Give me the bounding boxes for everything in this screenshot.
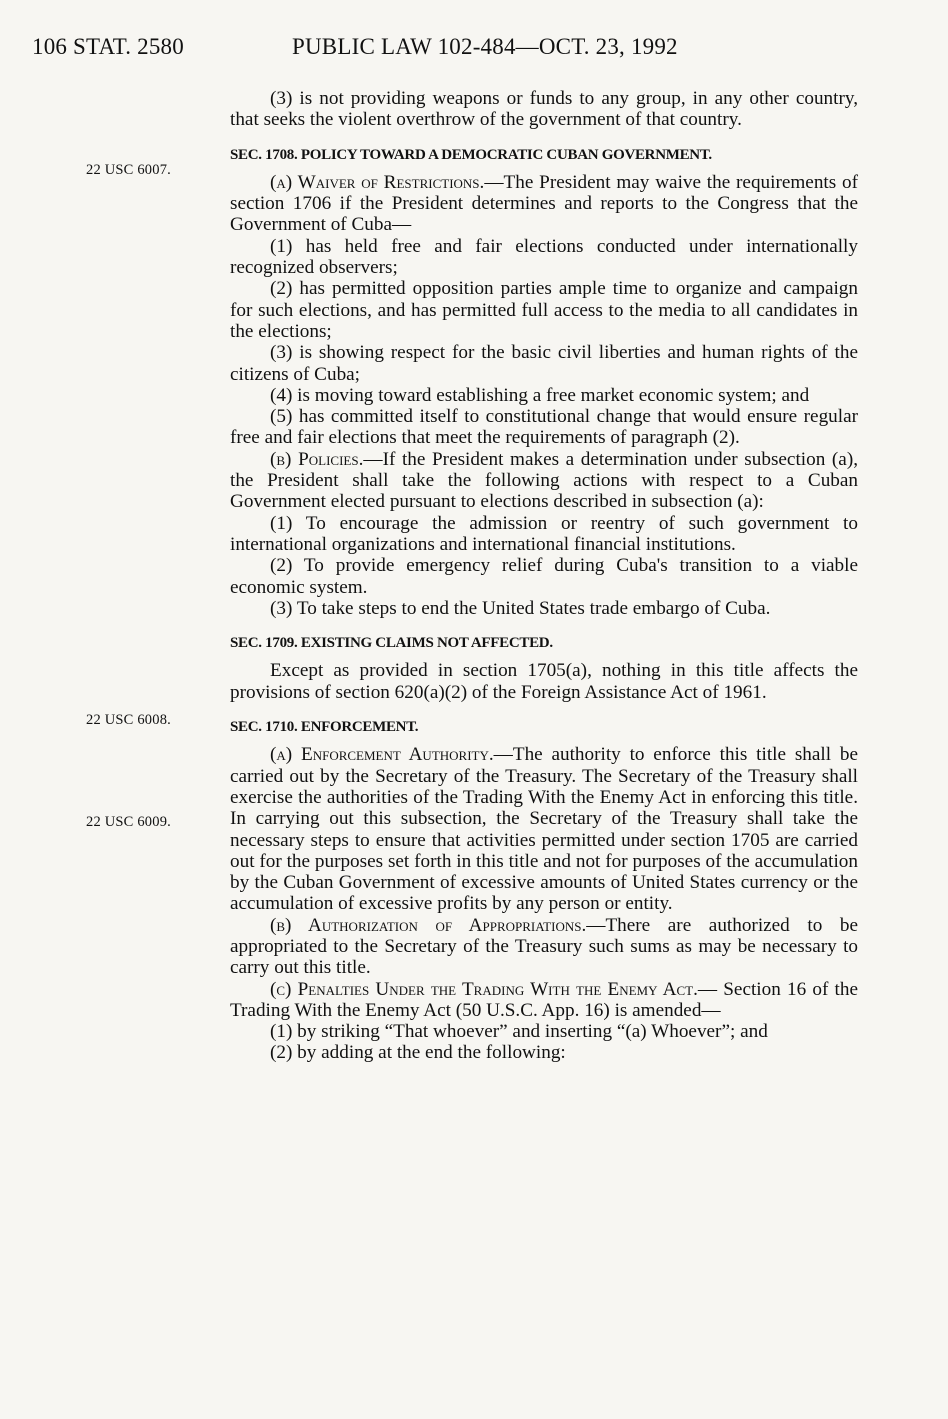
section-1710-c-item-1: (1) by striking “That whoever” and inserting “(a) Whoever”; and [270,1021,768,1043]
section-1710-a-heading: (a) Enforcement Authority. [270,744,494,766]
page-reference: 106 STAT. 2580 [32,34,184,59]
section-1708-a-text: —The President may waive the requirements of section 1706 if the President determines and reports to the Congress that the Government of Cuba— [230,171,858,236]
section-1710-c-item-2: (2) by adding at the end the following: [270,1042,566,1064]
section-1709-heading: SEC. 1709. EXISTING CLAIMS NOT AFFECTED. [230,635,553,652]
section-1708-b-item-3: (3) To take steps to end the United States trade embargo of Cuba. [270,597,771,619]
section-1708-b-item-1: (1) To encourage the admission or reentry of such government to international organizations and international financial institutions. [230,512,858,555]
margin-note-6007: 22 USC 6007. [86,162,171,178]
section-1708-b-text: —If the President makes a determination under subsection (a), the President shall take the following actions with respect to a Cuban Government elected pursuant to elections described in subsection (a): [230,448,859,513]
section-1708-a-heading: (a) Waiver of Restrictions. [270,171,485,193]
section-1710-a [230,744,858,914]
section-1708-a-item-5: (5) has committed itself to constitutional change that would ensure regular free and fair elections that meet the requirements of paragraph (2). [230,406,858,449]
section-1710-c [230,979,858,1022]
section-1710-b-heading: (b) Authorization of Appropriations. [270,914,587,936]
section-1708-heading: SEC. 1708. POLICY TOWARD A DEMOCRATIC CUBAN GOVERNMENT. [230,146,712,163]
section-1709-text: Except as provided in section 1705(a), nothing in this title affects the provisions of section 620(a)(2) of the Foreign Assistance Act of 1961. [230,660,858,703]
running-title: PUBLIC LAW 102-484—OCT. 23, 1992 [292,34,678,59]
section-1710-c-text: — Section 16 of the Trading With the Enemy Act (50 U.S.C. App. 16) is amended— [230,978,858,1021]
section-1708-a-item-2: (2) has permitted opposition parties ample time to organize and campaign for such elections, and has permitted full access to the media to all candidates in the elections; [230,278,858,342]
section-1710-b [230,915,858,979]
section-1710-a-text: —The authority to enforce this title shall be carried out by the Secretary of the Treasury. The Secretary of the Treasury shall exercise the authorities of the Trading With the Enemy Act in enforcing this title. In carrying out this subsection, the Secretary of the Treasury shall take the necessary steps to ensure that activities permitted under section 1705 are carried out for the purposes set forth in this title and not for purposes of the accumulation by the Cuban Government of excessive amounts of United States currency or the accumulation of excessive profits by any person or entity. [230,744,858,915]
section-1708-b [230,449,858,513]
running-head [32,34,678,60]
body-text [230,88,858,1064]
section-1708-a [230,172,858,236]
section-1708-b-heading: (b) Policies. [270,448,364,470]
margin-note-6008: 22 USC 6008. [86,712,171,728]
section-1708-a-item-4: (4) is moving toward establishing a free market economic system; and [270,384,810,406]
section-1710-c-heading: (c) Penalties Under the Trading With the Enemy Act. [270,978,698,1000]
section-1708-b-item-2: (2) To provide emergency relief during Cuba's transition to a viable economic system. [230,555,858,598]
section-1710-b-text: —There are authorized to be appropriated to the Secretary of the Treasury such sums as may be necessary to carry out this title. [230,914,858,979]
section-1708-a-item-1: (1) has held free and fair elections conducted under internationally recognized observers; [230,235,858,279]
section-1708-a-item-3: (3) is showing respect for the basic civil liberties and human rights of the citizens of Cuba; [230,342,858,385]
paragraph-3-continued: (3) is not providing weapons or funds to any group, in any other country, that seeks the violent overthrow of the government of that country. [230,88,858,131]
section-1710-heading: SEC. 1710. ENFORCEMENT. [230,719,419,736]
margin-note-6009: 22 USC 6009. [86,814,171,830]
